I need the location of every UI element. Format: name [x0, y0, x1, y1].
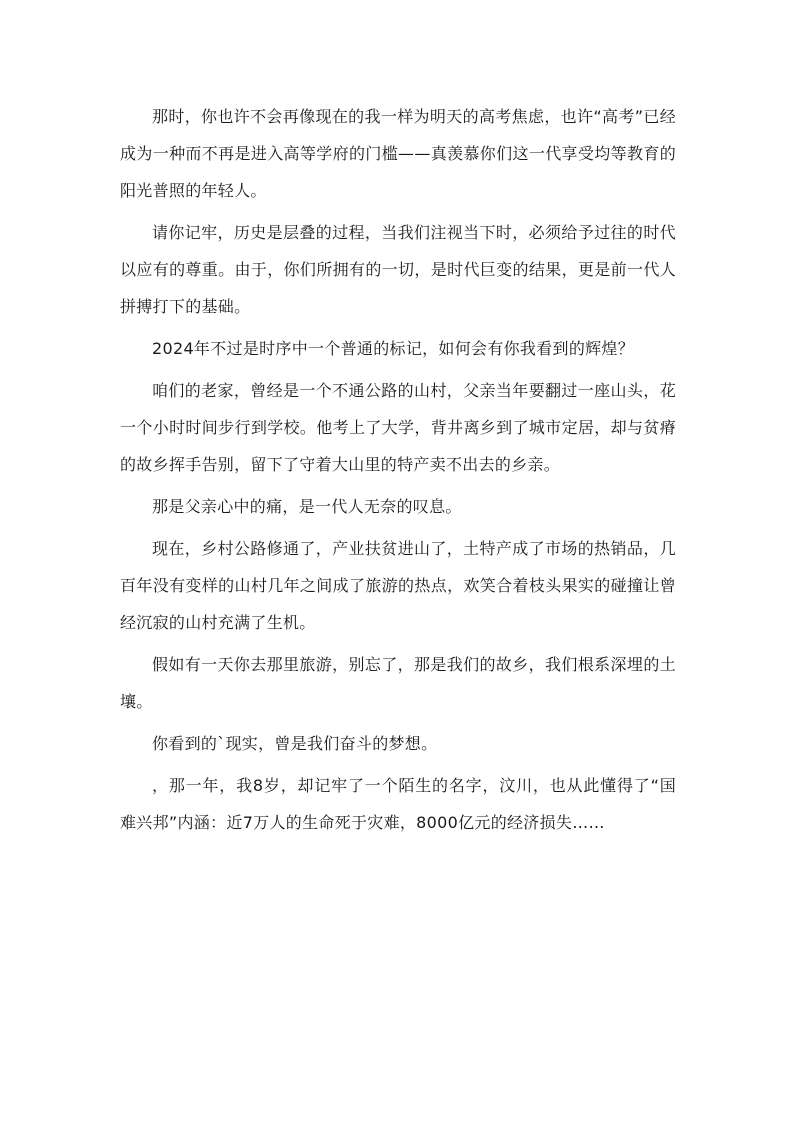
paragraph-4: 咱们的老家，曾经是一个不通公路的山村，父亲当年要翻过一座山头，花一个小时时间步行到学校。他考上了大学，背井离乡到了城市定居，却与贫瘠的故乡挥手告别，留下了守着大山里的特产卖不出去的乡亲。 [120, 381, 676, 474]
paragraph-6: 现在，乡村公路修通了，产业扶贫进山了，土特产成了市场的热销品，几百年没有变样的山村几年之间成了旅游的热点，欢笑合着枝头果实的碰撞让曾经沉寂的山村充满了生机。 [120, 539, 676, 632]
paragraph-7: 假如有一天你去那里旅游，别忘了，那是我们的故乡，我们根系深埋的土壤。 [120, 655, 676, 711]
paragraph-5: 那是父亲心中的痛，是一代人无奈的叹息。 [152, 497, 462, 516]
paragraph-3: 2024年不过是时序中一个普通的标记，如何会有你我看到的辉煌？ [152, 339, 635, 358]
paragraph-8: 你看到的`现实，曾是我们奋斗的梦想。 [152, 734, 438, 753]
paragraph-1: 那时，你也许不会再像现在的我一样为明天的高考焦虑，也许“高考”已经成为一种而不再是进入高等学府的门槛——真羡慕你们这一代享受均等教育的阳光普照的年轻人。 [120, 107, 676, 200]
paragraph-2: 请你记牢，历史是层叠的过程，当我们注视当下时，必须给予过往的时代以应有的尊重。由于，你们所拥有的一切，是时代巨变的结果，更是前一代人拼搏打下的基础。 [120, 223, 676, 316]
document-body [120, 98, 676, 846]
paragraph-9: ，那一年，我8岁，却记牢了一个陌生的名字，汶川，也从此懂得了“国难兴邦”内涵：近7万人的生命死于灾难，8000亿元的经济损失…… [120, 776, 676, 832]
